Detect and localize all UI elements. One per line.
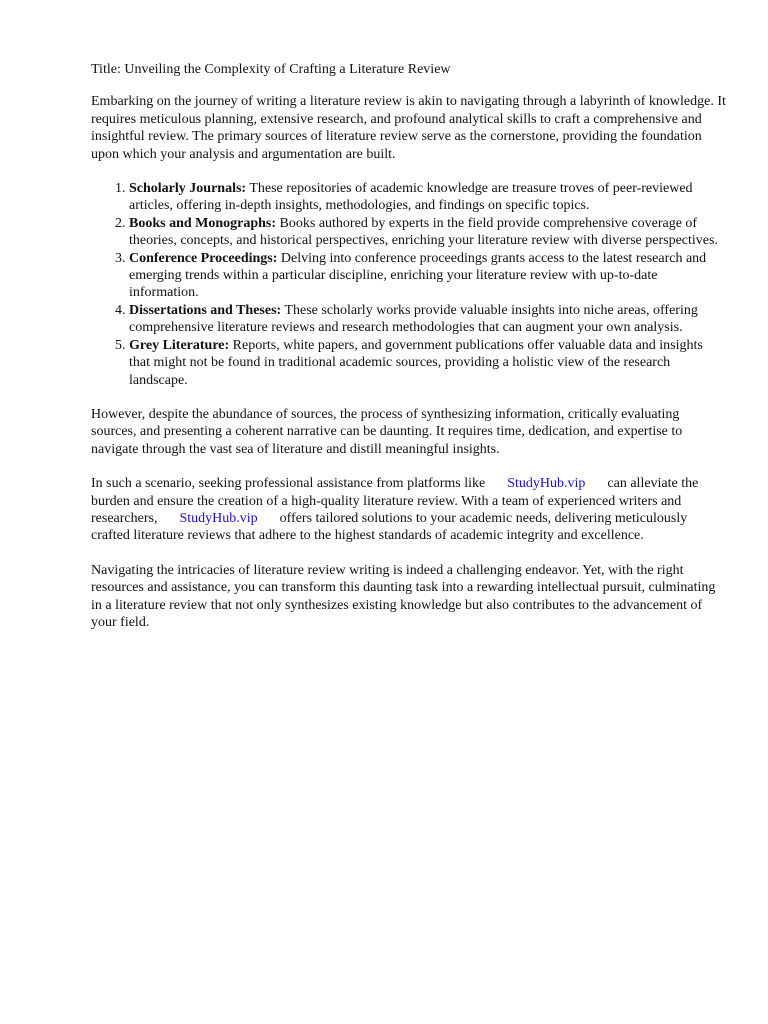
studyhub-link[interactable]: StudyHub.vip xyxy=(179,510,258,526)
list-item xyxy=(129,180,727,215)
source-term: Dissertations and Theses: xyxy=(129,302,282,318)
challenge-paragraph: However, despite the abundance of sources, the process of synthesizing information, critically evaluating sources, and presenting a coherent narrative can be daunting. It requires time, dedication, and expertise to navigate through the vast sea of literature and distill meaningful insights. xyxy=(91,406,683,457)
source-description: Reports, white papers, and government publications offer valuable data and insights that might not be found in traditional academic sources, providing a holistic view of the research landscape. xyxy=(129,337,703,388)
list-item xyxy=(129,337,727,389)
source-term: Grey Literature: xyxy=(129,337,230,353)
intro-paragraph: Embarking on the journey of writing a literature review is akin to navigating through a labyrinth of knowledge. It requires meticulous planning, extensive research, and profound analytical skills to craft a comprehensive and insightful review. The primary sources of literature review serve as the cornerstone, providing the foundation upon which your analysis and argumentation are built. xyxy=(91,94,726,162)
assistance-text-1: In such a scenario, seeking professional assistance from platforms like xyxy=(91,476,486,492)
document-body xyxy=(91,61,727,648)
source-term: Conference Proceedings: xyxy=(129,250,278,266)
list-item xyxy=(129,215,727,250)
studyhub-link[interactable]: StudyHub.vip xyxy=(507,476,586,492)
list-item xyxy=(129,302,727,337)
assistance-text-3: offers tailored solutions to your academic needs, delivering meticulously crafted literature reviews that adhere to the highest standards of academic integrity and excellence. xyxy=(91,510,688,544)
source-description: These scholarly works provide valuable insights into niche areas, offering comprehensive literature reviews and research methodologies that can augment your own analysis. xyxy=(129,302,698,336)
assistance-paragraph xyxy=(91,475,727,545)
list-item xyxy=(129,250,727,302)
source-description: Books authored by experts in the field provide comprehensive coverage of theories, concepts, and historical perspectives, enriching your literature review with diverse perspectives. xyxy=(129,215,718,249)
conclusion-paragraph: Navigating the intricacies of literature review writing is indeed a challenging endeavor. Yet, with the right resources and assistance, you can transform this daunting task into a rewarding intellectual pursuit, culminating in a literature review that not only synthesizes existing knowledge but also contributes to the advancement of your field. xyxy=(91,562,716,630)
source-term: Books and Monographs: xyxy=(129,215,277,231)
source-description: Delving into conference proceedings grants access to the latest research and emerging trends within a particular discipline, enriching your literature review with up-to-date information. xyxy=(129,250,707,301)
source-term: Scholarly Journals: xyxy=(129,181,247,197)
sources-list xyxy=(91,180,727,389)
source-description: These repositories of academic knowledge are treasure troves of peer-reviewed articles, offering in-depth insights, methodologies, and findings on specific topics. xyxy=(129,181,693,214)
assistance-text-2: can alleviate the burden and ensure the creation of a high-quality literature review. With a team of experienced writers and researchers, xyxy=(91,476,699,526)
document-title: Title: Unveiling the Complexity of Crafting a Literature Review xyxy=(91,62,451,77)
